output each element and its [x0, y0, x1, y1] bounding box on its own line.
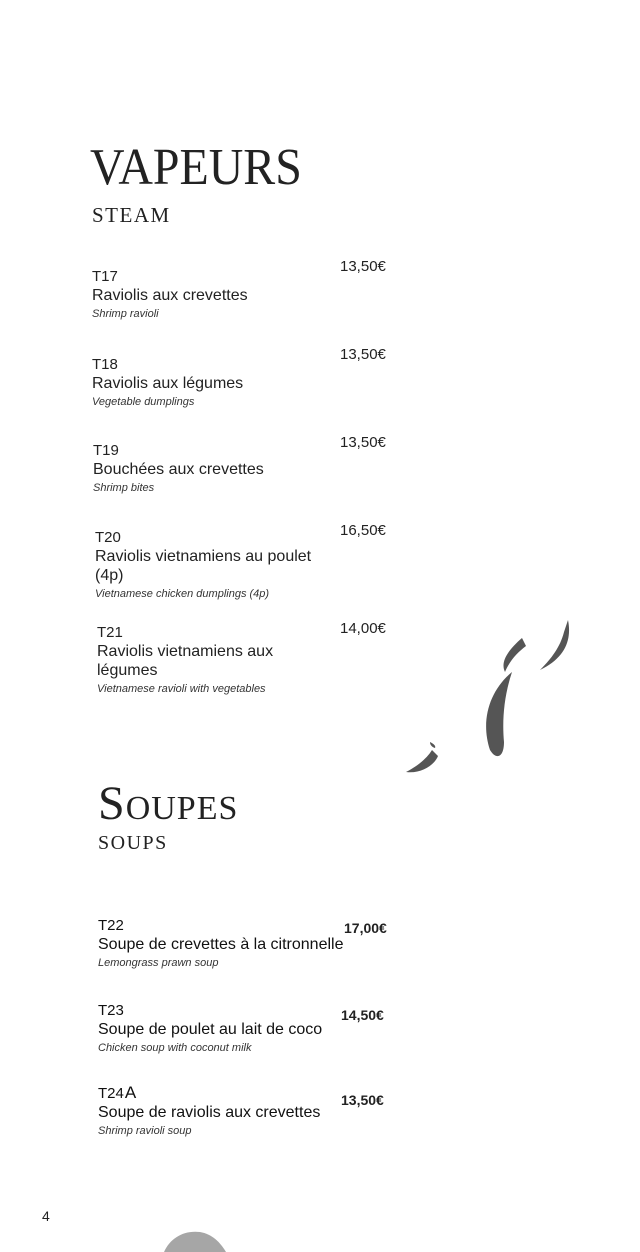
- item-name-en: Vietnamese chicken dumplings (4p): [95, 588, 270, 600]
- item-price: 13,50€: [341, 1092, 384, 1108]
- item-code-text: T24: [98, 1085, 124, 1102]
- menu-item: [92, 268, 392, 322]
- menu-item: [98, 1084, 388, 1139]
- item-code: T21: [97, 624, 123, 641]
- item-name-en: Lemongrass prawn soup: [98, 957, 219, 969]
- item-price: 14,00€: [340, 620, 386, 637]
- item-name-en: Shrimp ravioli: [92, 308, 159, 320]
- item-name-en: Chicken soup with coconut milk: [98, 1042, 252, 1054]
- allergen-badge: A: [124, 1083, 137, 1102]
- item-code: T20: [95, 529, 121, 546]
- item-code: T22: [98, 917, 124, 934]
- item-name-fr: Soupe de crevettes à la citronnelle: [98, 936, 344, 953]
- section-title-soupes: Soupes: [98, 777, 239, 830]
- item-price: 14,50€: [341, 1007, 384, 1023]
- item-name-fr: Raviolis aux légumes: [92, 375, 244, 392]
- section-title-vapeurs: VAPEURS: [90, 139, 302, 196]
- item-name-fr: Soupe de raviolis aux crevettes: [98, 1104, 321, 1121]
- menu-item: [98, 917, 388, 971]
- item-name-en: Shrimp bites: [93, 482, 155, 494]
- item-price: 17,00€: [344, 920, 387, 936]
- item-name-fr: Raviolis vietnamiens au poulet (4p): [95, 548, 312, 584]
- section-subtitle-soups: SOUPS: [98, 832, 168, 854]
- menu-item: [97, 624, 297, 697]
- item-name-fr: Raviolis aux crevettes: [92, 287, 248, 304]
- item-price: 13,50€: [340, 434, 386, 451]
- menu-item: [92, 356, 392, 410]
- ink-smudge-decoration: [160, 1228, 230, 1252]
- brush-stroke-decoration: [400, 610, 600, 790]
- item-price: 16,50€: [340, 522, 386, 539]
- item-code: T23: [98, 1002, 124, 1019]
- item-name-en: Vegetable dumplings: [92, 396, 195, 408]
- menu-item: [95, 529, 340, 602]
- item-code: T18: [92, 356, 118, 373]
- item-code: T17: [92, 268, 118, 285]
- page-number: 4: [42, 1208, 50, 1224]
- section-subtitle-steam: STEAM: [92, 203, 171, 227]
- item-name-fr: Soupe de poulet au lait de coco: [98, 1021, 323, 1038]
- item-name-en: Vietnamese ravioli with vegetables: [97, 683, 266, 695]
- item-price: 13,50€: [340, 258, 386, 275]
- item-code: [98, 1084, 388, 1103]
- item-name-en: Shrimp ravioli soup: [98, 1125, 192, 1137]
- item-price: 13,50€: [340, 346, 386, 363]
- menu-item: [98, 1002, 388, 1056]
- menu-item: [93, 442, 393, 496]
- item-name-fr: Raviolis vietnamiens aux légumes: [97, 643, 274, 679]
- item-name-fr: Bouchées aux crevettes: [93, 461, 264, 478]
- item-code: T19: [93, 442, 119, 459]
